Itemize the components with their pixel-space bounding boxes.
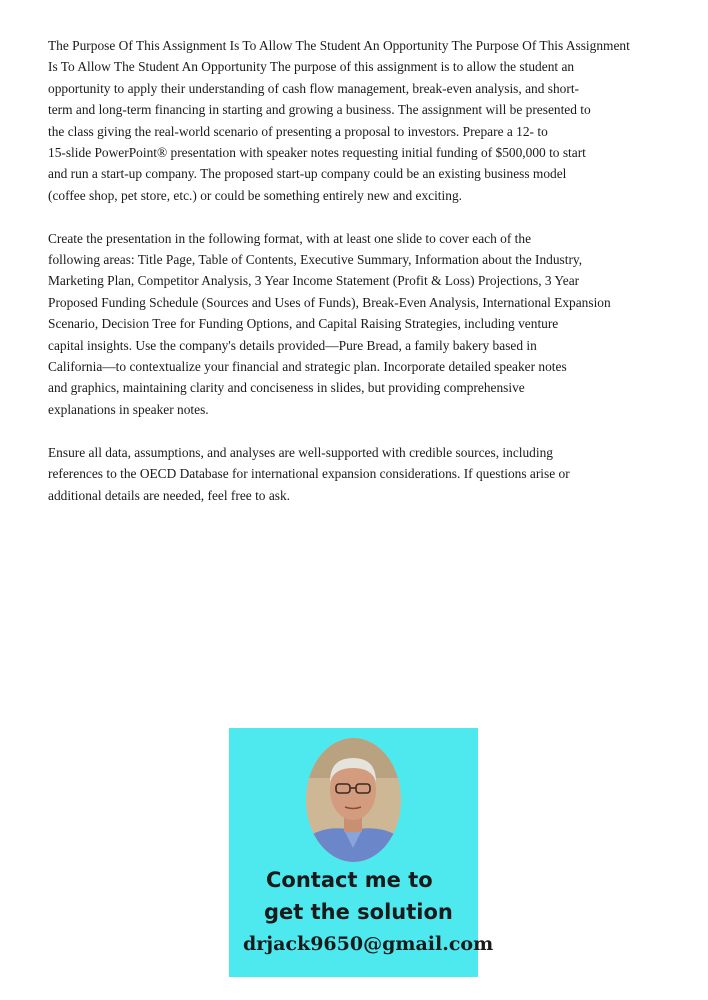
text-line: Is To Allow The Student An Opportunity The purpose of this assignment is to allow the student an — [48, 59, 575, 75]
text-line: and graphics, maintaining clarity and conciseness in slides, but providing comprehensive — [48, 380, 525, 396]
text-line: capital insights. Use the company's details provided—Pure Bread, a family bakery based in — [48, 337, 537, 353]
text-line: references to the OECD Database for international expansion considerations. If questions arise or — [48, 466, 570, 482]
text-line: 15-slide PowerPoint® presentation with speaker notes requesting initial funding of $500,000 to start — [48, 145, 586, 161]
text-line: California—to contextualize your financial and strategic plan. Incorporate detailed speaker notes — [48, 359, 567, 375]
text-line: the class giving the real-world scenario of presenting a proposal to investors. Prepare a 12- to — [48, 123, 548, 139]
contact-headline-line2: get the solution — [264, 900, 453, 924]
paragraph-assignment-purpose — [48, 35, 688, 206]
contact-card — [229, 728, 494, 977]
text-line: explanations in speaker notes. — [48, 401, 209, 417]
text-line: Create the presentation in the following format, with at least one slide to cover each of the — [48, 230, 532, 246]
paragraph-presentation-format — [48, 228, 688, 421]
text-line: (coffee shop, pet store, etc.) or could be something entirely new and exciting. — [48, 187, 462, 203]
text-line: additional details are needed, feel free to ask. — [48, 487, 291, 503]
paragraph-sources — [48, 442, 688, 506]
contact-headline-line1: Contact me to — [266, 868, 433, 892]
text-line: Marketing Plan, Competitor Analysis, 3 Year Income Statement (Profit & Loss) Projections, 3 Year — [48, 273, 580, 289]
text-line: and run a start-up company. The proposed start-up company could be an existing business model — [48, 166, 567, 182]
text-line: Scenario, Decision Tree for Funding Options, and Capital Raising Strategies, including venture — [48, 316, 559, 332]
person-portrait-icon — [306, 738, 401, 862]
text-line: term and long-term financing in starting and growing a business. The assignment will be presented to — [48, 102, 591, 118]
text-line: Proposed Funding Schedule (Sources and Uses of Funds), Break-Even Analysis, International Expansion — [48, 294, 611, 310]
document-body — [48, 35, 688, 527]
contact-email[interactable]: drjack9650@gmail.com — [243, 933, 494, 955]
text-line: The Purpose Of This Assignment Is To Allow The Student An Opportunity The Purpose Of This Assignment — [48, 38, 630, 53]
text-line: opportunity to apply their understanding of cash flow management, break-even analysis, and short- — [48, 80, 580, 96]
text-line: Ensure all data, assumptions, and analyses are well-supported with credible sources, including — [48, 444, 553, 460]
text-line: following areas: Title Page, Table of Contents, Executive Summary, Information about the Industry, — [48, 252, 583, 268]
